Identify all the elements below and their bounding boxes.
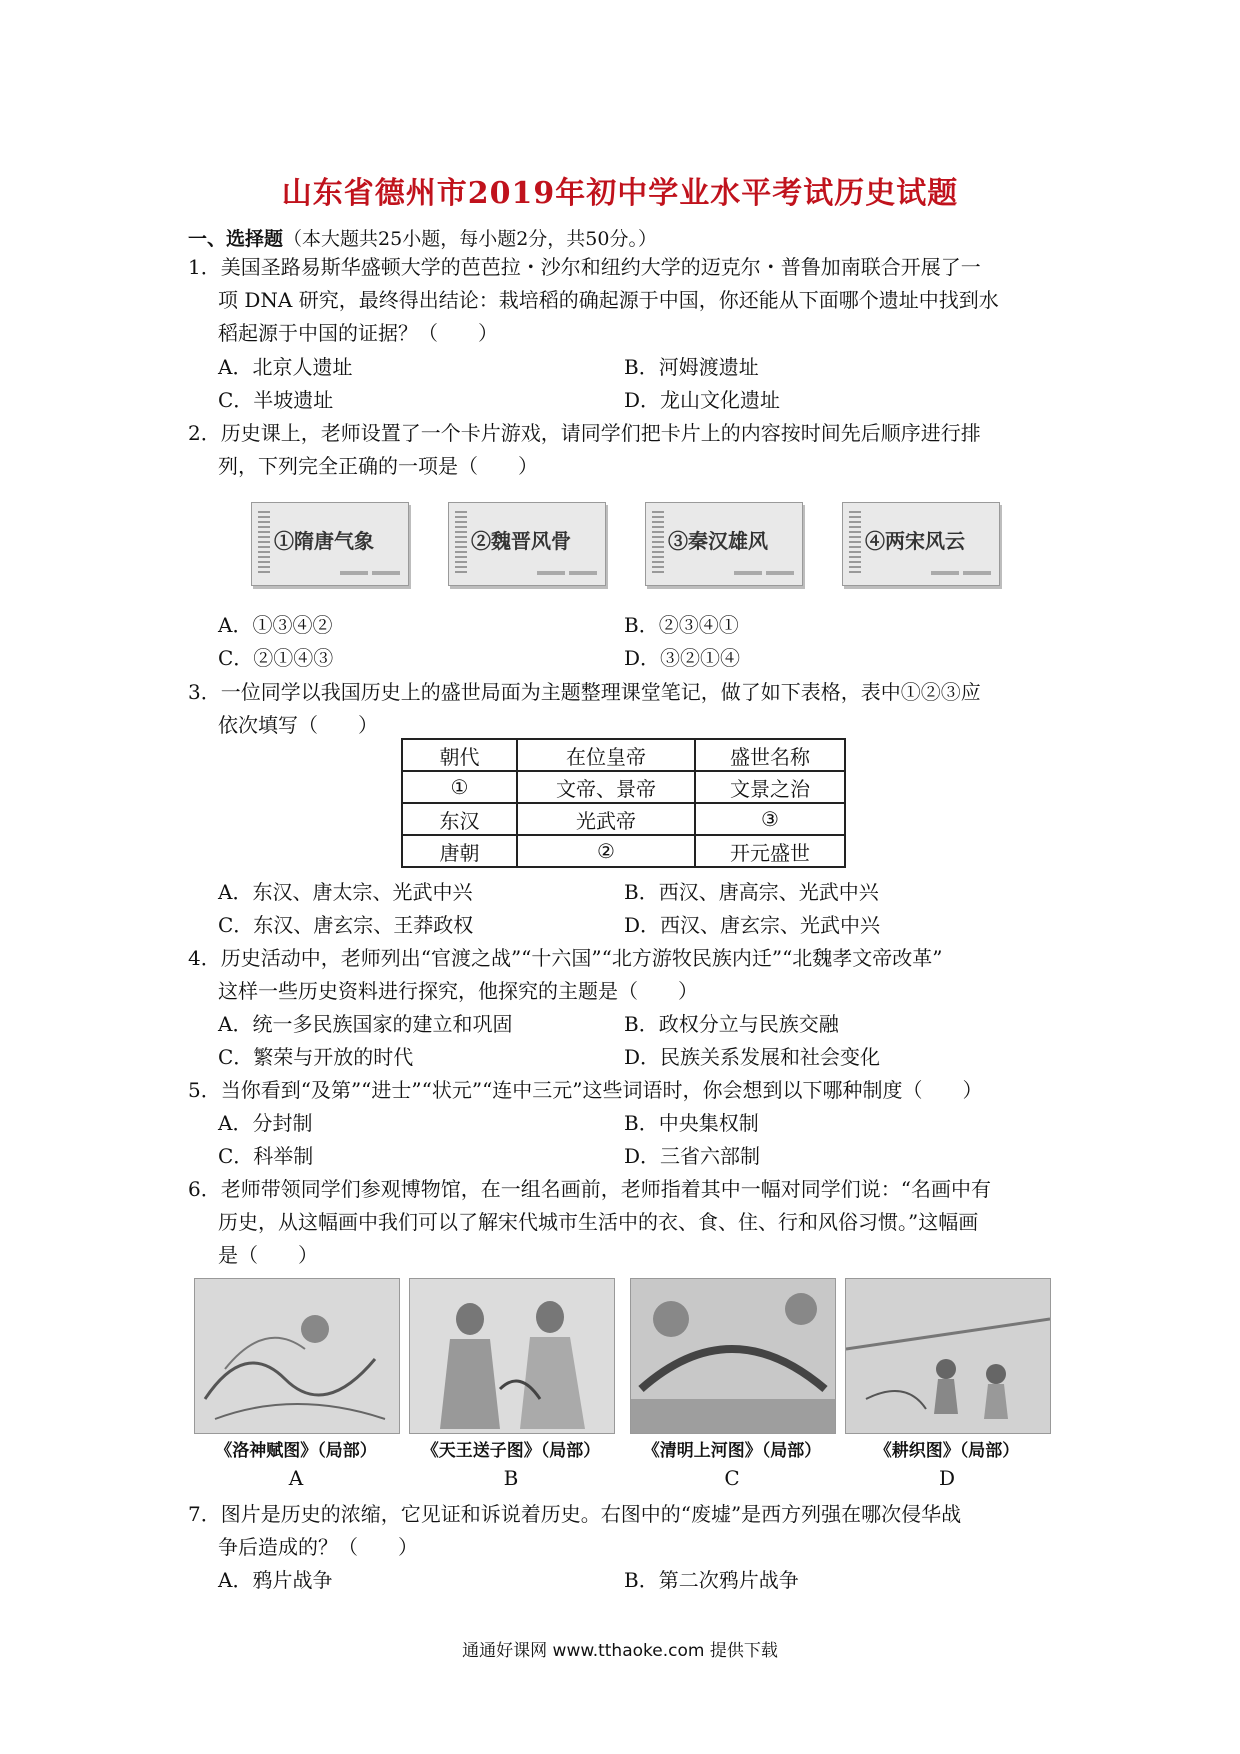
table-header-cell: 朝代	[402, 739, 517, 771]
table-cell: 唐朝	[402, 835, 517, 867]
painting-tianwang	[409, 1278, 615, 1434]
q6-line1: 6．老师带领同学们参观博物馆，在一组名画前，老师指着其中一幅对同学们说：“名画中有	[188, 1177, 991, 1201]
q5-option-b[interactable]: B．中央集权制	[624, 1111, 759, 1135]
q1-line1: 1．美国圣路易斯华盛顿大学的芭芭拉・沙尔和纽约大学的迈克尔・普鲁加南联合开展了一	[188, 255, 981, 279]
q2-line2: 列，下列完全正确的一项是（ ）	[218, 454, 538, 478]
q1-line3: 稻起源于中国的证据？（ ）	[218, 321, 498, 345]
painting-image	[846, 1279, 1050, 1433]
painting-gengzhi	[845, 1278, 1051, 1434]
q5-line1: 5．当你看到“及第”“进士”“状元”“连中三元”这些词语时，你会想到以下哪种制度（ ）	[188, 1078, 983, 1102]
table-cell: 文景之治	[695, 771, 845, 803]
table-cell: 开元盛世	[695, 835, 845, 867]
table-header-row	[402, 739, 845, 771]
q4-option-c[interactable]: C．繁荣与开放的时代	[218, 1045, 414, 1069]
q3-line2: 依次填写（ ）	[218, 713, 378, 737]
q5-option-a[interactable]: A．分封制	[218, 1111, 313, 1135]
table-cell: ②	[517, 835, 695, 867]
card-wei-jin	[448, 502, 606, 586]
q3-option-a[interactable]: A．东汉、唐太宗、光武中兴	[218, 880, 473, 904]
table-cell: ①	[402, 771, 517, 803]
card-decor	[766, 571, 794, 575]
card-decor	[537, 571, 565, 575]
card-decor	[931, 571, 959, 575]
q1-option-d[interactable]: D．龙山文化遗址	[624, 388, 781, 412]
card-binding-icon	[849, 511, 861, 575]
card-binding-icon	[652, 511, 664, 575]
card-sui-tang	[251, 502, 409, 586]
card-qin-han	[645, 502, 803, 586]
painting-image	[410, 1279, 614, 1433]
table-header-cell: 盛世名称	[695, 739, 845, 771]
painting-image	[631, 1279, 835, 1433]
dynasty-table	[401, 738, 846, 868]
section-note: （本大题共25小题，每小题2分，共50分。）	[283, 228, 657, 250]
q3-option-d[interactable]: D．西汉、唐玄宗、光武中兴	[624, 913, 881, 937]
q6-line3: 是（ ）	[218, 1243, 318, 1267]
q7-line1: 7．图片是历史的浓缩，它见证和诉说着历史。右图中的“废墟”是西方列强在哪次侵华战	[188, 1502, 962, 1526]
card-label: ①隋唐气象	[274, 529, 374, 553]
table-row	[402, 803, 845, 835]
table-row	[402, 835, 845, 867]
table-cell: 文帝、景帝	[517, 771, 695, 803]
table-row	[402, 771, 845, 803]
card-label: ②魏晋风骨	[471, 529, 571, 553]
q7-option-a[interactable]: A．鸦片战争	[218, 1568, 333, 1592]
q1-option-b[interactable]: B．河姆渡遗址	[624, 355, 759, 379]
footer-text: 通通好课网 www.tthaoke.com 提供下载	[462, 1641, 778, 1661]
q3-line1: 3．一位同学以我国历史上的盛世局面为主题整理课堂笔记，做了如下表格，表中①②③应	[188, 680, 981, 704]
section-heading	[188, 224, 657, 251]
painting-caption: 《清明上河图》（局部）	[642, 1441, 822, 1461]
q2-option-c[interactable]: C．②①④③	[218, 646, 334, 670]
card-binding-icon	[258, 511, 270, 575]
table-cell: ③	[695, 803, 845, 835]
q2-option-a[interactable]: A．①③④②	[218, 613, 333, 637]
table-cell: 东汉	[402, 803, 517, 835]
q4-line2: 这样一些历史资料进行探究，他探究的主题是（ ）	[218, 979, 698, 1003]
painting-caption: 《天王送子图》（局部）	[421, 1441, 601, 1461]
card-decor	[372, 571, 400, 575]
table-cell: 光武帝	[517, 803, 695, 835]
painting-option-d[interactable]: D	[938, 1466, 956, 1490]
q3-option-c[interactable]: C．东汉、唐玄宗、王莽政权	[218, 913, 474, 937]
card-decor	[963, 571, 991, 575]
q2-option-b[interactable]: B．②③④①	[624, 613, 739, 637]
q4-option-a[interactable]: A．统一多民族国家的建立和巩固	[218, 1012, 513, 1036]
card-decor	[340, 571, 368, 575]
painting-option-b[interactable]: B	[503, 1466, 519, 1490]
q1-option-c[interactable]: C．半坡遗址	[218, 388, 334, 412]
card-label: ③秦汉雄风	[668, 529, 768, 553]
painting-option-c[interactable]: C	[724, 1466, 740, 1490]
card-binding-icon	[455, 511, 467, 575]
q3-option-b[interactable]: B．西汉、唐高宗、光武中兴	[624, 880, 879, 904]
q4-option-b[interactable]: B．政权分立与民族交融	[624, 1012, 839, 1036]
q6-line2: 历史，从这幅画中我们可以了解宋代城市生活中的衣、食、住、行和风俗习惯。”这幅画	[218, 1210, 979, 1234]
painting-caption: 《耕织图》（局部）	[874, 1441, 1020, 1461]
q2-option-d[interactable]: D．③②①④	[624, 646, 741, 670]
q4-option-d[interactable]: D．民族关系发展和社会变化	[624, 1045, 881, 1069]
page-title: 山东省德州市2019年初中学业水平考试历史试题	[281, 176, 959, 211]
painting-option-a[interactable]: A	[288, 1466, 304, 1490]
q5-option-c[interactable]: C．科举制	[218, 1144, 314, 1168]
q5-option-d[interactable]: D．三省六部制	[624, 1144, 761, 1168]
painting-caption: 《洛神赋图》（局部）	[215, 1441, 377, 1461]
card-label: ④两宋风云	[865, 529, 965, 553]
card-liang-song	[842, 502, 1000, 586]
q1-line2: 项 DNA 研究，最终得出结论：栽培稻的确起源于中国，你还能从下面哪个遗址中找到水	[218, 288, 999, 312]
q2-line1: 2．历史课上，老师设置了一个卡片游戏，请同学们把卡片上的内容按时间先后顺序进行排	[188, 421, 981, 445]
painting-image	[195, 1279, 399, 1433]
section-label: 一、选择题	[188, 228, 284, 250]
q7-line2: 争后造成的？（ ）	[218, 1535, 418, 1559]
q1-option-a[interactable]: A．北京人遗址	[218, 355, 353, 379]
q7-option-b[interactable]: B．第二次鸦片战争	[624, 1568, 799, 1592]
card-decor	[734, 571, 762, 575]
q4-line1: 4．历史活动中，老师列出“官渡之战”“十六国”“北方游牧民族内迁”“北魏孝文帝改革”	[188, 946, 943, 970]
table-header-cell: 在位皇帝	[517, 739, 695, 771]
painting-qingming	[630, 1278, 836, 1434]
card-decor	[569, 571, 597, 575]
painting-luoshen	[194, 1278, 400, 1434]
